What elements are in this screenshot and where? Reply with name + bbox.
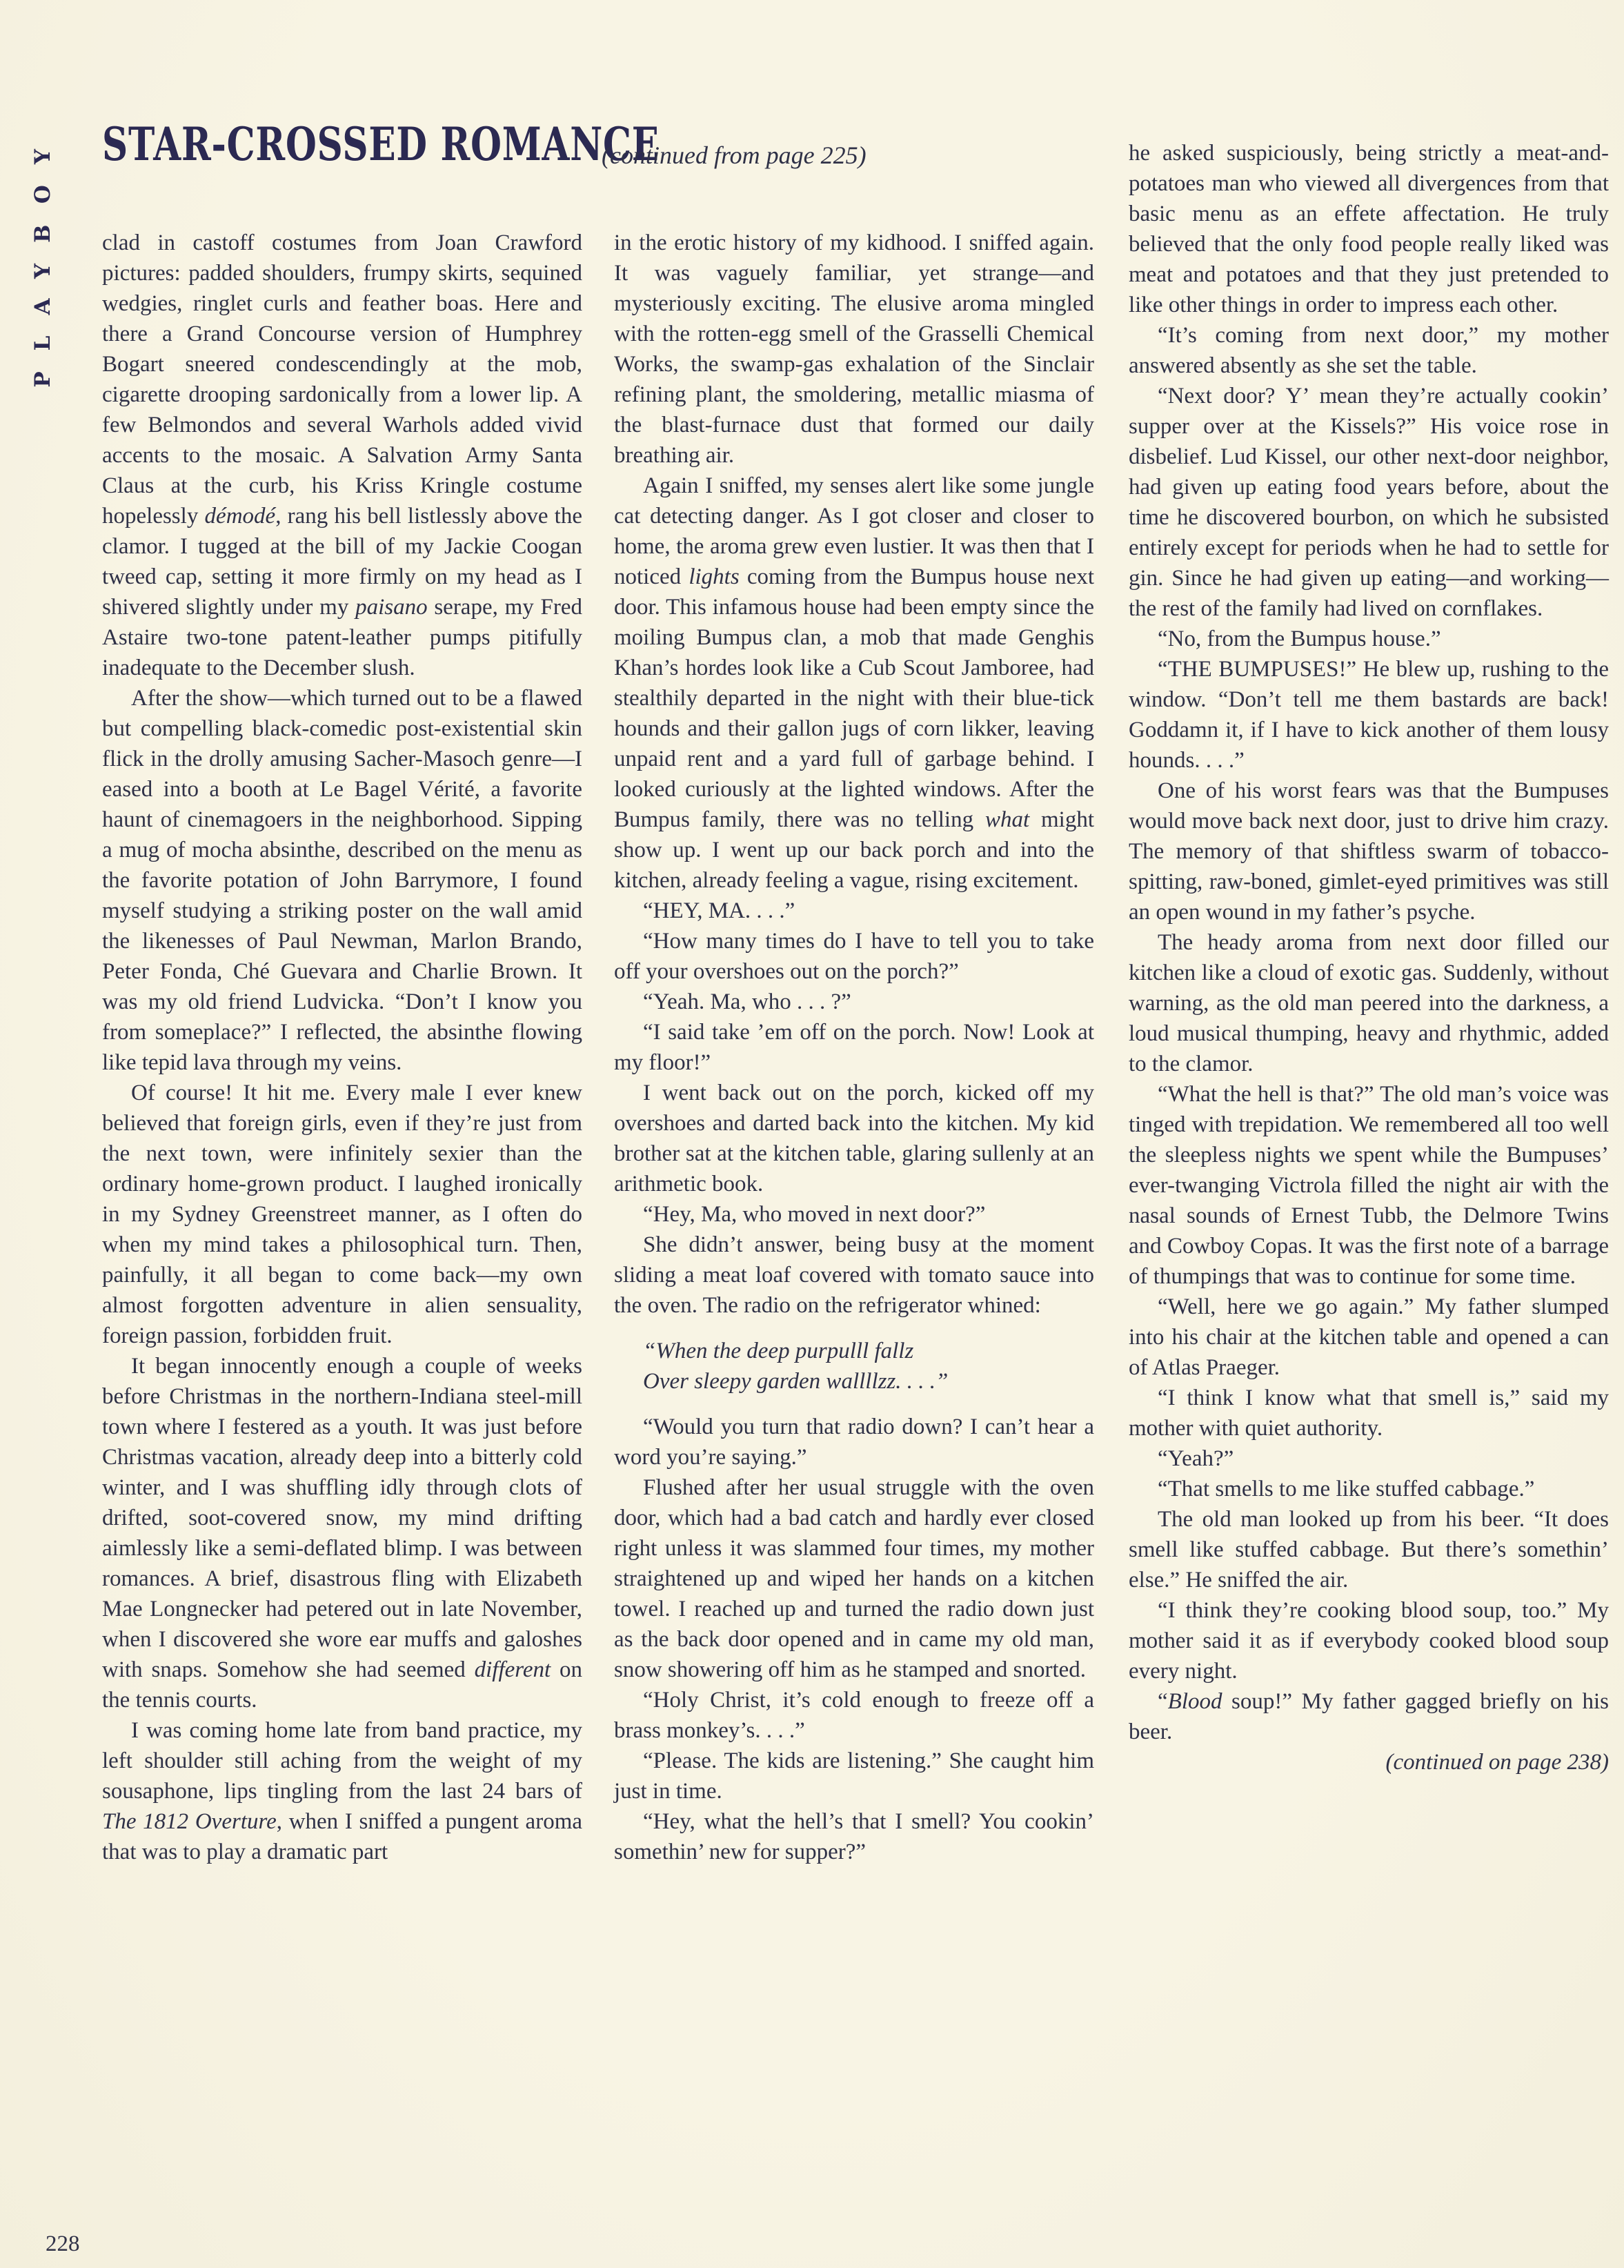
text-run: “How many times do I have to tell you to take off your overshoes out on the porch?” — [614, 929, 1094, 984]
text-run: I was coming home late from band practice, my left shoulder still aching from the weight of my sousaphone, lips tingling from the last 24 bars of — [102, 1718, 582, 1804]
page-number: 228 — [46, 2231, 80, 2256]
paragraph — [614, 1230, 1094, 1321]
text-run: in the erotic history of my kidhood. I sniffed again. It was vaguely familiar, yet strange—and mysteriously exciting. The elusive aroma mingled with the rotten-egg smell of the Grasselli Chemical Works, the swamp-gas exhalation of the Sinclair refining plant, the smoldering, metallic miasma of the blast-furnace dust that formed our daily breathing air. — [614, 230, 1094, 468]
text-run: he asked suspiciously, being strictly a meat-and-potatoes man who viewed all divergences from that basic menu as an effete affectation. He truly believed that the only food people really liked was meat and potatoes and that they just pretended to like other things in order to impress each other. — [1129, 141, 1609, 317]
magazine-spine-label: PLAYBOY — [30, 128, 55, 388]
text-run: One of his worst fears was that the Bumpuses would move back next door, just to drive him crazy. The memory of that shiftless swarm of tobacco-spitting, raw-boned, gimlet-eyed primitives was still an open wound in my father’s psyche. — [1129, 778, 1609, 925]
paragraph — [1129, 381, 1609, 624]
text-run: might show up. I went up our back porch and into the kitchen, already feeling a vague, rising excitement. — [614, 807, 1094, 893]
paragraph — [1129, 1292, 1609, 1383]
paragraph — [614, 1472, 1094, 1685]
text-run: Flushed after her usual struggle with the oven door, which had a bad catch and hardly ever closed right unless it was slammed four times, my mother straightened up and wiped her hands on a kitchen towel. I reached up and turned the radio down just as the back door opened and in came my old man, snow showering off him as he stamped and snorted. — [614, 1475, 1094, 1682]
italic-text-run: Blood — [1167, 1689, 1222, 1714]
italic-text-run: paisano — [355, 595, 428, 620]
text-run: It began innocently enough a couple of weeks before Christmas in the northern-Indiana steel-mill town where I festered as a youth. It was just before Christmas vacation, already deep into a bitterly cold winter, and I was shuffling idly through clots of drifted, soot-covered snow, my mind drifting aimlessly like a semi-deflated blimp. I was between romances. A brief, disastrous fling with Elizabeth Mae Longnecker had petered out in late November, when I discovered she wore ear muffs and galoshes with snaps. Somehow she had seemed — [102, 1354, 582, 1682]
paragraph — [1129, 138, 1609, 320]
text-run: “I think I know what that smell is,” said my mother with quiet authority. — [1129, 1386, 1609, 1441]
paragraph — [1129, 1686, 1609, 1747]
verse-line — [614, 1336, 1094, 1366]
text-run: serape, my Fred Astaire two-tone patent-leather pumps pitifully inadequate to the December slush. — [102, 595, 582, 680]
text-run: clad in castoff costumes from Joan Crawford pictures: padded shoulders, frumpy skirts, sequined wedgies, ringlet curls and feather boas. Here and there a Grand Concourse version of Humphrey Bogart sneered condescendingly at the mob, cigarette drooping sardonically from a lower lip. A few Belmondos and several Warhols added vivid accents to the mosaic. A Salvation Army Santa Claus at the curb, his Kriss Kringle costume hopelessly — [102, 230, 582, 529]
italic-text-run: Over sleepy garden wallllzz. . . .” — [643, 1369, 949, 1394]
paragraph — [614, 1199, 1094, 1230]
continued-on-note — [1129, 1747, 1609, 1777]
text-run: After the show—which turned out to be a flawed but compelling black-comedic post-existential skin flick in the drolly amusing Sacher-Masoch genre—I eased into a booth at Le Bagel Vérité, a favorite haunt of cinemagoers in the neighborhood. Sipping a mug of mocha absinthe, described on the menu as the favorite potation of John Barrymore, I found myself studying a striking poster on the wall amid the likenesses of Paul Newman, Marlon Brando, Peter Fonda, Ché Guevara and Charlie Brown. It was my old friend Ludvicka. “Don’t I know you from someplace?” I reflected, the absinthe flowing like tepid lava through my veins. — [102, 686, 582, 1075]
paragraph — [1129, 776, 1609, 927]
paragraph — [1129, 1443, 1609, 1474]
italic-text-run: “When the deep purpulll fallz — [643, 1339, 914, 1363]
paragraph — [614, 471, 1094, 896]
paragraph — [614, 1806, 1094, 1867]
paragraph — [102, 1351, 582, 1715]
italic-text-run: The 1812 Overture — [102, 1809, 277, 1834]
text-run: “Next door? Y’ mean they’re actually cookin’ supper over at the Kissels?” His voice rose in disbelief. Lud Kissel, our other next-door neighbor, had given up eating food years before, about the time he discovered bourbon, on which he subsisted entirely except for periods when he had to settle for gin. Since he had given up eating—and working—the rest of the family had lived on cornflakes. — [1129, 384, 1609, 621]
text-run: “What the hell is that?” The old man’s voice was tinged with trepidation. We remembered all too well the sleepless nights we spent while the Bumpuses’ ever-twanging Victrola filled the night air with the nasal sounds of Ernest Tubb, the Delmore Twins and Cowboy Copas. It was the first note of a barrage of thumpings that was to continue for some time. — [1129, 1082, 1609, 1289]
text-run: Of course! It hit me. Every male I ever knew believed that foreign girls, even if they’re just from the next town, were infinitely sexier than the ordinary home-grown product. I laughed ironically in my Sydney Greenstreet manner, as I often do when my mind takes a philosophical turn. Then, painfully, it all began to come back—my own almost forgotten adventure in alien sensuality, foreign passion, forbidden fruit. — [102, 1081, 582, 1348]
text-run: “No, from the Bumpus house.” — [1158, 627, 1441, 651]
italic-text-run: démodé — [204, 504, 276, 529]
text-run: “ — [1158, 1689, 1168, 1714]
text-run: “Hey, Ma, who moved in next door?” — [643, 1202, 986, 1227]
italic-text-run: lights — [689, 564, 740, 589]
text-run: “It’s coming from next door,” my mother answered absently as she set the table. — [1129, 323, 1609, 378]
text-run: “That smells to me like stuffed cabbage.” — [1158, 1477, 1535, 1501]
text-run: soup!” My father gagged briefly on his beer. — [1129, 1689, 1609, 1744]
text-run: The heady aroma from next door filled our kitchen like a cloud of exotic gas. Suddenly, without warning, as the old man peered into the darkness, a loud musical thumping, heavy and rhythmic, added to the clamor. — [1129, 930, 1609, 1076]
paragraph — [614, 1685, 1094, 1746]
text-run: , when I sniffed a pungent aroma that was to play a dramatic part — [102, 1809, 583, 1864]
paragraph — [1129, 654, 1609, 776]
text-run: “I said take ’em off on the porch. Now! Look at my floor!” — [614, 1020, 1094, 1075]
text-run: “I think they’re cooking blood soup, too.” My mother said it as if everybody cooked blood soup every night. — [1129, 1598, 1609, 1684]
paragraph — [614, 987, 1094, 1017]
text-run: coming from the Bumpus house next door. This infamous house had been empty since the moiling Bumpus clan, a mob that made Genghis Khan’s hordes look like a Cub Scout Jamboree, had stealthily departed in the night with their blue-tick hounds and their gallon jugs of corn likker, leaving unpaid rent and a yard full of garbage behind. I looked curiously at the lighted windows. After the Bumpus family, there was no telling — [614, 564, 1094, 832]
paragraph — [1129, 1383, 1609, 1443]
text-run: “Would you turn that radio down? I can’t hear a word you’re saying.” — [614, 1414, 1094, 1470]
verse-line — [614, 1366, 1094, 1397]
paragraph — [1129, 927, 1609, 1079]
paragraph — [614, 1017, 1094, 1078]
italic-text-run: what — [984, 807, 1030, 832]
italic-text-run: different — [474, 1657, 551, 1682]
text-column-3 — [1129, 138, 1609, 1777]
text-run: “Yeah?” — [1158, 1446, 1234, 1471]
continued-from-note: (continued from page 225) — [602, 141, 867, 169]
paragraph — [614, 228, 1094, 471]
paragraph — [1129, 1504, 1609, 1595]
text-run: “THE BUMPUSES!” He blew up, rushing to the window. “Don’t tell me them bastards are back! Goddamn it, if I have to kick another of them lousy hounds. . . .” — [1129, 657, 1609, 773]
text-run: “Please. The kids are listening.” She caught him just in time. — [614, 1748, 1094, 1804]
text-run: “HEY, MA. . . .” — [643, 898, 795, 923]
text-run: “Well, here we go again.” My father slumped into his chair at the kitchen table and opened a can of Atlas Praeger. — [1129, 1294, 1609, 1380]
text-run: The old man looked up from his beer. “It does smell like stuffed cabbage. But there’s somethin’ else.” He sniffed the air. — [1129, 1507, 1609, 1592]
text-column-2 — [614, 228, 1094, 1867]
text-run: Again I sniffed, my senses alert like some jungle cat detecting danger. As I got closer and closer to home, the aroma grew even lustier. It was then that I noticed — [614, 473, 1094, 589]
paragraph — [614, 1412, 1094, 1472]
text-run: She didn’t answer, being busy at the moment sliding a meat loaf covered with tomato sauce into the oven. The radio on the refrigerator whined: — [614, 1232, 1094, 1318]
text-run: “Hey, what the hell’s that I smell? You cookin’ somethin’ new for supper?” — [614, 1809, 1094, 1864]
text-run: , rang his bell listlessly above the clamor. I tugged at the bill of my Jackie Coogan tweed cap, setting it more firmly on my head as I shivered slightly under my — [102, 504, 582, 620]
paragraph — [614, 896, 1094, 926]
paragraph — [614, 1746, 1094, 1806]
paragraph — [1129, 1474, 1609, 1504]
paragraph — [1129, 1595, 1609, 1686]
text-run: on the tennis courts. — [102, 1657, 582, 1713]
paragraph — [614, 1078, 1094, 1199]
paragraph — [102, 1715, 582, 1867]
paragraph — [1129, 624, 1609, 654]
paragraph — [102, 683, 582, 1078]
text-run: “Yeah. Ma, who . . . ?” — [643, 989, 851, 1014]
paragraph — [1129, 1079, 1609, 1292]
article-title: STAR-CROSSED ROMANCE — [102, 117, 660, 171]
paragraph — [1129, 320, 1609, 381]
paragraph — [102, 1078, 582, 1351]
text-run: (continued on page 238) — [1385, 1750, 1609, 1775]
paragraph — [614, 926, 1094, 987]
text-column-1 — [102, 228, 582, 1867]
text-run: “Holy Christ, it’s cold enough to freeze off a brass monkey’s. . . .” — [614, 1688, 1094, 1743]
text-run: I went back out on the porch, kicked off my overshoes and darted back into the kitchen. My kid brother sat at the kitchen table, glaring sullenly at an arithmetic book. — [614, 1081, 1094, 1196]
paragraph — [102, 228, 582, 683]
